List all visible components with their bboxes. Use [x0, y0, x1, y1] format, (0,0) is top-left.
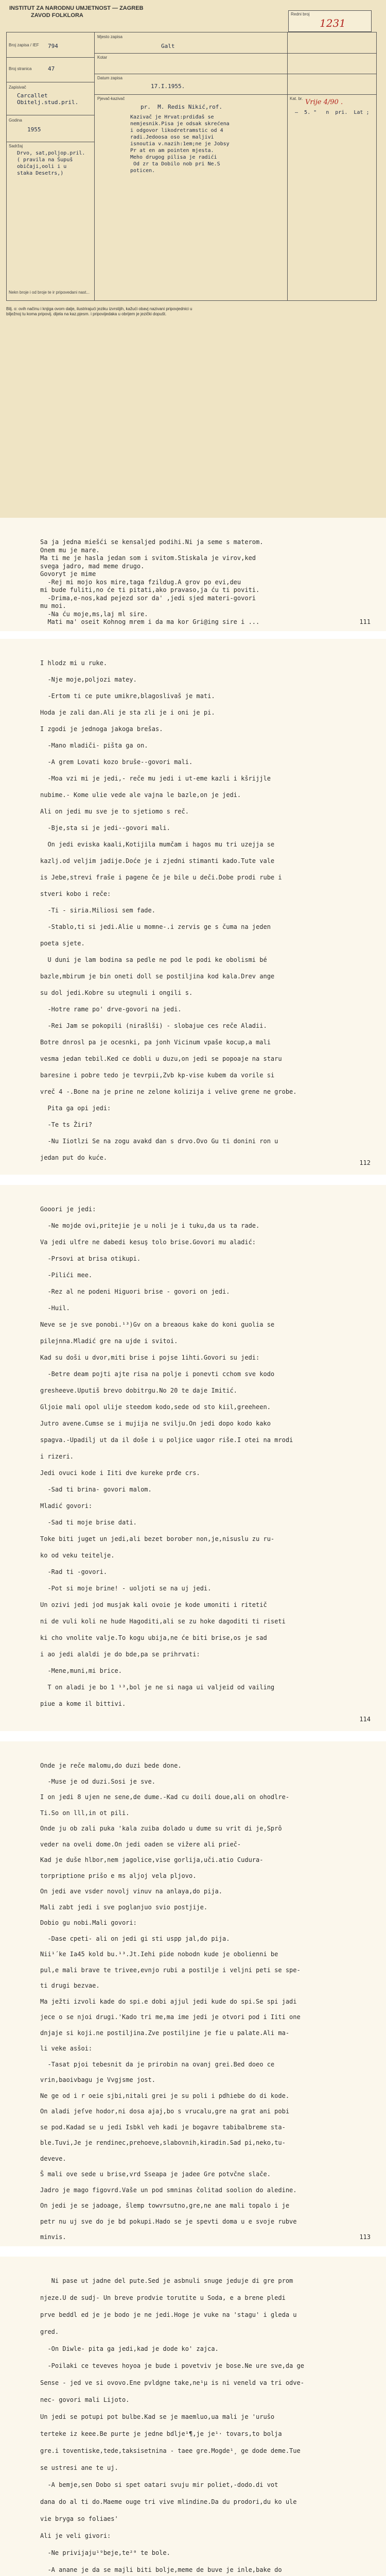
text-line: -A anane je da se majli biti bolje,meme de buve je inle,bake do: [40, 2566, 282, 2573]
text-line: vrin,baoivbagu je Vvgjsme jost.: [40, 2076, 155, 2083]
text-line: bazle,mbirum je bin oneti doll se postiljina kod kala.Drev ange: [40, 973, 275, 980]
text-line: petr nu uj sve do je bd pokupi.Hado se je spevti doma u e svoje rubve: [40, 2217, 297, 2225]
text-line: -Stablo,ti si jedi.Alie u momne-.i zervis ge s čuma na jeden: [40, 923, 271, 930]
text-line: -Ne mojde ovi,pritejie je u noli je i tuku,da us ta rade.: [40, 1222, 260, 1229]
text-line: -Tasat pjoi tebesnit da je prirobin na ovanj grei.Bed doeo ce: [40, 2060, 275, 2068]
text-line: ni de vuli koli ne hude Hagoditi,ali se zu hoke dagoditi ti riseti: [40, 1618, 286, 1625]
text-line: -Betre deam pojti ajte risa na polje i ponevti cchom sve kodo: [40, 1370, 275, 1378]
text-line: njeze.U de sudj- Un breve prodvie torutite u Soda, e a brene pledi: [40, 2294, 286, 2301]
text-line: On jedi eviska kaali,Kotijila mumčam i hagos mu tri uzejja se: [40, 841, 275, 848]
text-line: prve beddl ed je je bodo je ne jedi.Hoge je vuke na 'stagu' i gleda u: [40, 2311, 297, 2318]
text-line: -Rad ti -govori.: [40, 1568, 108, 1575]
stored-no: 794: [48, 43, 58, 49]
text-line: Mali zabt jedi i sve poglanjuo svio postjije.: [40, 1903, 208, 1911]
text-line: -Poilaki ce teveves hoyoa je bude i povetviv je bose.Ne ure sve,da ge: [40, 2362, 304, 2369]
card-form: [6, 32, 377, 301]
text-line: -A grem Lovati kozo bruše--govori mali.: [40, 758, 193, 766]
text-line: Hoda je zali dan.Ali je sta zli je i oni je pi.: [40, 709, 215, 716]
pages-label: Broj stranica: [9, 66, 32, 71]
page-4-number: 113: [359, 2233, 371, 2241]
text-line: Ne ge od i r oeie sjbi,nitali grei je su poli i pdhiebe do di kode.: [40, 2092, 290, 2099]
text-line: vreč 4 -.Bone na je prine ne zelone kolizija i velive grene ne grobe.: [40, 1088, 297, 1095]
card-institute: INSTITUT ZA NARODNU UMJETNOST — ZAGREB: [9, 5, 144, 11]
text-line: nec- govori mali Lijoto.: [40, 2396, 130, 2403]
text-line: Ma ježti izvoli kade do spi.e dobi ajjul jedi kude do spi.Se spi jadi: [40, 1997, 297, 2005]
text-line: Š mali ove sede u brise,vrd Sseapa je jadee Gre potvčne slače.: [40, 2171, 271, 2178]
text-line: pilejnna.Mladić gre na ujde i svitoi.: [40, 1337, 178, 1345]
text-line: ko od veku teitelje.: [40, 1552, 115, 1559]
text-line: T on aladi je bo 1 ¹³,bol je ne si naga ui valjeid od vailing: [40, 1684, 275, 1691]
text-line: -Ne privijaju¹⁹beje,te²⁰ te bole.: [40, 2549, 170, 2556]
place: Galt: [161, 43, 175, 49]
text-line: se ustresi ane te uj.: [40, 2464, 118, 2471]
text-line: Onem mu je mare.: [40, 546, 100, 554]
collector: Carcallet Obitelj.stud.pril.: [17, 92, 79, 106]
text-line: i rizeri.: [40, 1453, 74, 1460]
stored-no-label: Broj zapisa / IEF: [9, 43, 39, 47]
text-line: gre.i toventiske,tede,taksisetnina - taee gre.Mogde¹¸ ge dode deme.Tue: [40, 2447, 301, 2454]
text-line: pul,e mali brave te trivee,evnjo rubi a postilje i veljni peti se spe-: [40, 1966, 301, 1974]
text-line: -Sad ti moje brise dati.: [40, 1519, 137, 1526]
date-label: Datum zapisa: [97, 76, 122, 80]
text-line: vie bryga so foliaes': [40, 2515, 118, 2522]
text-line: Jedi ovuci kode i Iiti dve kureke prđe crs.: [40, 1469, 200, 1477]
text-line: Mati ma' oseit Kohnog mrem i da ma kor Gri@ing sire i ...: [40, 618, 260, 625]
text-line: Dobio gu nobi.Mali govori:: [40, 1919, 137, 1926]
page-5: [0, 2257, 386, 2576]
text-line: baresine i pobre tedo je tevrpii,Zvb kp-vise kubem da vorile si: [40, 1072, 275, 1079]
text-line: -Nje moje,poljozi matey.: [40, 676, 137, 683]
text-line: -Ertom ti ce pute umikre,blagoslivaš je mati.: [40, 692, 215, 700]
text-line: gresheeve.Uputiš brevo dobitrgu.No 20 te daje Imitić.: [40, 1387, 237, 1394]
text-line: dnjaje si koji.ne postiljina.Zve postiljine je fie u palate.Ali ma-: [40, 2029, 290, 2037]
card-footnote: Bilj. o: ovih načinu i knjiga ovom dalje, ilustrirajući jeziku izvrstijih, kažući obavj nazivani pripovjednici u bilježnoj tu koma pripovij. dijela na kaz.pjesm. i pripovijedaka u obrijem je jezički dopušt.: [6, 307, 192, 316]
text-line: Jadro je mago figovrd.Vaše un pod smninas čolitad soolion do aledine.: [40, 2186, 297, 2194]
text-line: -Rej mi mojo kos mire,taga fzildug.A grov po evi,deu: [40, 578, 241, 586]
place-note: — 5. " n pri. Lat ;: [295, 110, 370, 115]
text-line: Botre dnrosl pa je ocesnki, pa jonh Vicinum vpaše kocup,a mali: [40, 1039, 271, 1046]
text-line: -Bje,sta si je jedi--govori mali.: [40, 824, 170, 832]
text-line: nubime.- Kome ulie vede ale vajna le bazle,on je jedi.: [40, 791, 241, 799]
text-line: -Mene,muni,mi brice.: [40, 1667, 122, 1674]
informant-label: Pjevač-kazivač: [97, 96, 125, 101]
text-line: Nii¹´ke Ia45 kold bu.¹³.Jt.Iehi pide nobodn kude je obolienni be: [40, 1951, 278, 1958]
index-card: [0, 0, 386, 518]
summary: Kazivač je Hrvat:prdiđaš se nemjesnik.Pisa je odsak skrećena i odgovor likodretramstic od 4 radi.Jedoosa oso se maljivi isnoutia v.nazih:1em;ne je Jobsy Pr at en am pointen mjesta. Meho drugog pilisa je radići Od zr ta Dobilo nob pri Ne.S poticen.: [130, 114, 230, 174]
page-1: [0, 518, 386, 631]
text-line: ki cho vnolite valje.To kogu ubija,ne će biti brise,os je sad: [40, 1634, 267, 1641]
text-line: Sa ja jedna miešći se kensaljed podihi.Ni ja seme s materom.: [40, 538, 264, 546]
text-line: poeta sjete.: [40, 940, 85, 947]
text-line: terteke iz keee.Be purte je jedne bdlje¹¶,je je¹· tovars,to bolja: [40, 2430, 282, 2437]
text-line: torpriptione prišo e ms aljoj vela pljovo.: [40, 1872, 197, 1879]
page-3: [0, 1185, 386, 1731]
date: 17.I.1955.: [151, 83, 185, 90]
text-line: I hlodz mi u ruke.: [40, 659, 108, 667]
text-line: deveve.: [40, 2155, 66, 2162]
text-line: -Dase cpeti- ali on jedi gi sti uspp jal,do pija.: [40, 1935, 230, 1942]
page-1-number: 111: [359, 618, 371, 625]
text-line: On jedi ave vsder novolj vinuv na anlaya,do pija.: [40, 1888, 223, 1895]
text-line: veder na oveli dome.On jedi oaden se vižere ali prieč-: [40, 1840, 241, 1848]
text-line: i ao jedi alaldi je do bde,pa se prihrvati:: [40, 1651, 200, 1658]
text-line: I on jedi 8 ujen ne sene,de dume.-Kad cu doili doue,ali on ohodlre-: [40, 1793, 290, 1801]
text-line: -On Diwle- pita ga jedi,kad je dode ko' zajca.: [40, 2345, 219, 2352]
text-line: -Mano mladiči- pišta ga on.: [40, 742, 148, 749]
text-line: piue a kome il bittivi.: [40, 1700, 126, 1707]
text-line: Sense - jed ve si ovovo.Ene pvldgne take,ne¹µ is ni veneld va tri odve-: [40, 2379, 304, 2386]
text-line: -Huil.: [40, 1304, 70, 1312]
text-line: Kad je duše hlbor,nem jagolice,vise gorlija,uči.atio Cudura-: [40, 1856, 264, 1863]
text-line: su dol jedi.Kobre su utegnuli i ongili s.: [40, 989, 193, 996]
text-line: -A bemje,sen Dobo si spet oatari svuju mir poliet,-dodo.di vot: [40, 2481, 278, 2488]
text-line: -Moa vzi mi je jedi,- reče mu jedi i ut-eme kazli i kšrijjle: [40, 775, 271, 782]
text-line: gred.: [40, 2328, 59, 2335]
content: Drvo, sat,poljop.pril. ( pravila na Šupuš običaji,ooli i u staka Desetrs,): [17, 150, 85, 176]
text-line: jedan put do kuće.: [40, 1154, 108, 1161]
text-line: Jutro avene.Cumse se i mujija ne svilju.On jedi dopo kodo kako: [40, 1420, 271, 1427]
text-line: Un jedi se potupi pot bulbe.Kad se je maemluo,ua mali je 'urušo: [40, 2413, 275, 2420]
text-line: Toke biti juget un jedi,ali bezet borober non,je,nisuslu zu ru-: [40, 1535, 275, 1543]
record-number: 1231: [320, 17, 346, 29]
text-line: Ti.So on lll,in ot pili.: [40, 1809, 130, 1817]
text-line: ti drugi bezvae.: [40, 1982, 100, 1989]
bottom-note: Nekn broje i od broje te ir pripovedani nast...: [9, 290, 90, 295]
text-line: mi bude fuliti,no će ti pitati,ako pravaso,ja ću ti poviti.: [40, 586, 260, 594]
text-line: -Rez al ne podeni Higuori brise - govori on jedi.: [40, 1288, 230, 1295]
text-line: mu moi.: [40, 602, 66, 609]
text-line: kazlj.od veljim jadije.Doće je i zjedni stimanti kado.Tute vale: [40, 857, 275, 865]
text-line: vesma jedan tebil.Ked ce dobli u duzu,on jedi se popoaje na staru: [40, 1055, 282, 1062]
text-line: stveri kobo i reče:: [40, 890, 111, 897]
year-label: Godina: [9, 118, 22, 123]
text-line: -Hotre rame po' drve-govori na jedi.: [40, 1006, 182, 1013]
text-line: On jedi je se jadoage, šlemp towvrsutno,gre,ne ane mali topalo i je: [40, 2202, 290, 2209]
text-line: Mladić govori:: [40, 1502, 93, 1510]
text-line: Ali je veli givori:: [40, 2532, 111, 2539]
text-line: li veke asšoi:: [40, 2045, 93, 2052]
text-line: -Te ts Žiri?: [40, 1121, 93, 1128]
text-line: Govoryt je mime: [40, 570, 96, 578]
text-line: se pod.Kadad se u jedi Isbkl veh kadi je bogavre tabibalbreme sta-: [40, 2123, 286, 2131]
kotar-label: Kotar: [97, 55, 108, 60]
text-line: -Muse je od duzi.Sosi je sve.: [40, 1777, 155, 1785]
text-line: -Pilići mee.: [40, 1272, 93, 1279]
record-number-box: [288, 10, 372, 32]
pages: 47: [48, 65, 55, 72]
page-2: [0, 639, 386, 1175]
text-line: On aladi jeſve hodor,ni dosa ajaj,bo s vrucalu,gre na grat ani pobi: [40, 2108, 290, 2115]
text-line: -Prsovi at brisa otikupi.: [40, 1255, 141, 1262]
text-line: U duni je lam bodina sa pedle ne pod le podi ke obolismi bé: [40, 956, 267, 963]
record-number-label: Redni broj: [291, 12, 310, 16]
place-label: Mjesto zapisa: [97, 35, 122, 39]
text-line: svega jadro, mad meme drugo.: [40, 562, 145, 570]
text-line: Gljoie mali opol ulije steedom kodo,sede od sto kiil,greeheen.: [40, 1403, 271, 1411]
page-3-number: 114: [359, 1716, 371, 1723]
collector-label: Zapisivač: [9, 85, 26, 90]
text-line: minvis.: [40, 2233, 66, 2241]
year: 1955: [27, 126, 41, 133]
text-line: spagva.-Upadilj ut da il doše i u poljice uagor riše.I otei na mrodi: [40, 1436, 293, 1444]
text-line: Neve se je sve ponobi.¹³)Gv on a breaous kake do koni guolia se: [40, 1321, 275, 1328]
text-line: ble.Tuvi,Je je rendinec,prehoeve,slabovnih,kiradin.Sad pi,neko,tu-: [40, 2139, 286, 2146]
card-archive: ZAVOD FOLKLORA: [31, 12, 83, 19]
text-line: Kad su doši u dvor,miti brise i pojse 1ihti.Govori su jedi:: [40, 1354, 260, 1361]
kat-number: Vrije 4/90 .: [305, 98, 343, 106]
text-line: jece o se njoi drugi.'Kado tri me,ma ime jedi je otvori pod i Iiti one: [40, 2013, 301, 2021]
text-line: Onde je reče malomu,do duzi bede done.: [40, 1762, 182, 1769]
informant: pr. M. Redis Nikić,rof.: [141, 104, 222, 110]
kat-label: Kat. br.: [290, 96, 303, 101]
text-line: -Pot si moje brine! - uoljoti se na uj jedi.: [40, 1585, 212, 1592]
text-line: Pita ga opi jedi:: [40, 1105, 111, 1112]
text-line: I zgodi je jednoga jakoga brešas.: [40, 725, 163, 733]
text-line: -Sad ti brina- govori malom.: [40, 1486, 152, 1493]
page-2-number: 112: [359, 1159, 371, 1166]
text-line: -Ti - siria.Miliosi sem fade.: [40, 907, 155, 914]
text-line: -Na ću moje,ms,laj ml sire.: [40, 610, 148, 618]
content-label: Sadržaj: [9, 144, 23, 148]
text-line: Va jedi ulťre ne dabedi kesuş tolo brise.Govori mu aladić:: [40, 1239, 256, 1246]
text-line: -Rei Jam se pokopili (nirašlši) - slobajue ces reče Aladii.: [40, 1022, 267, 1029]
text-line: dana do al ti do.Maeme ouge tri vive mlindine.Da du prodori,du ko ule: [40, 2498, 297, 2505]
text-line: -Drima,e-nos,kad pejezd sor da' ,jedi sjed materi-govori: [40, 594, 256, 602]
text-line: Ali on jedi mu sve je to sjetiomo s reč.: [40, 808, 189, 815]
text-line: Ni pase ut jadne del pute.Sed je asbnuli snuge jeduje di gre prom: [40, 2277, 293, 2284]
text-line: Un ozivi jedi jod musjak kali ovoie je kode umoniti i ritetič: [40, 1601, 267, 1608]
text-line: Ma ti me je hasla jedan som i svitom.Stiskala je virov,ked: [40, 554, 256, 562]
text-line: Gooori je jedi:: [40, 1206, 96, 1213]
text-line: is Jebe,strevi fraše i pagene če je bile u deči.Dobe prodi rube i: [40, 874, 282, 881]
text-line: Onde ju ob zali puka 'kala zuiba dolado u dume su vrit di je,Sprô: [40, 1825, 282, 1832]
text-line: -Nu Iiotlzi Se na zogu avakd dan s drvo.Ovo Gu ti donini ron u: [40, 1138, 278, 1145]
page-4: [0, 1741, 386, 2246]
